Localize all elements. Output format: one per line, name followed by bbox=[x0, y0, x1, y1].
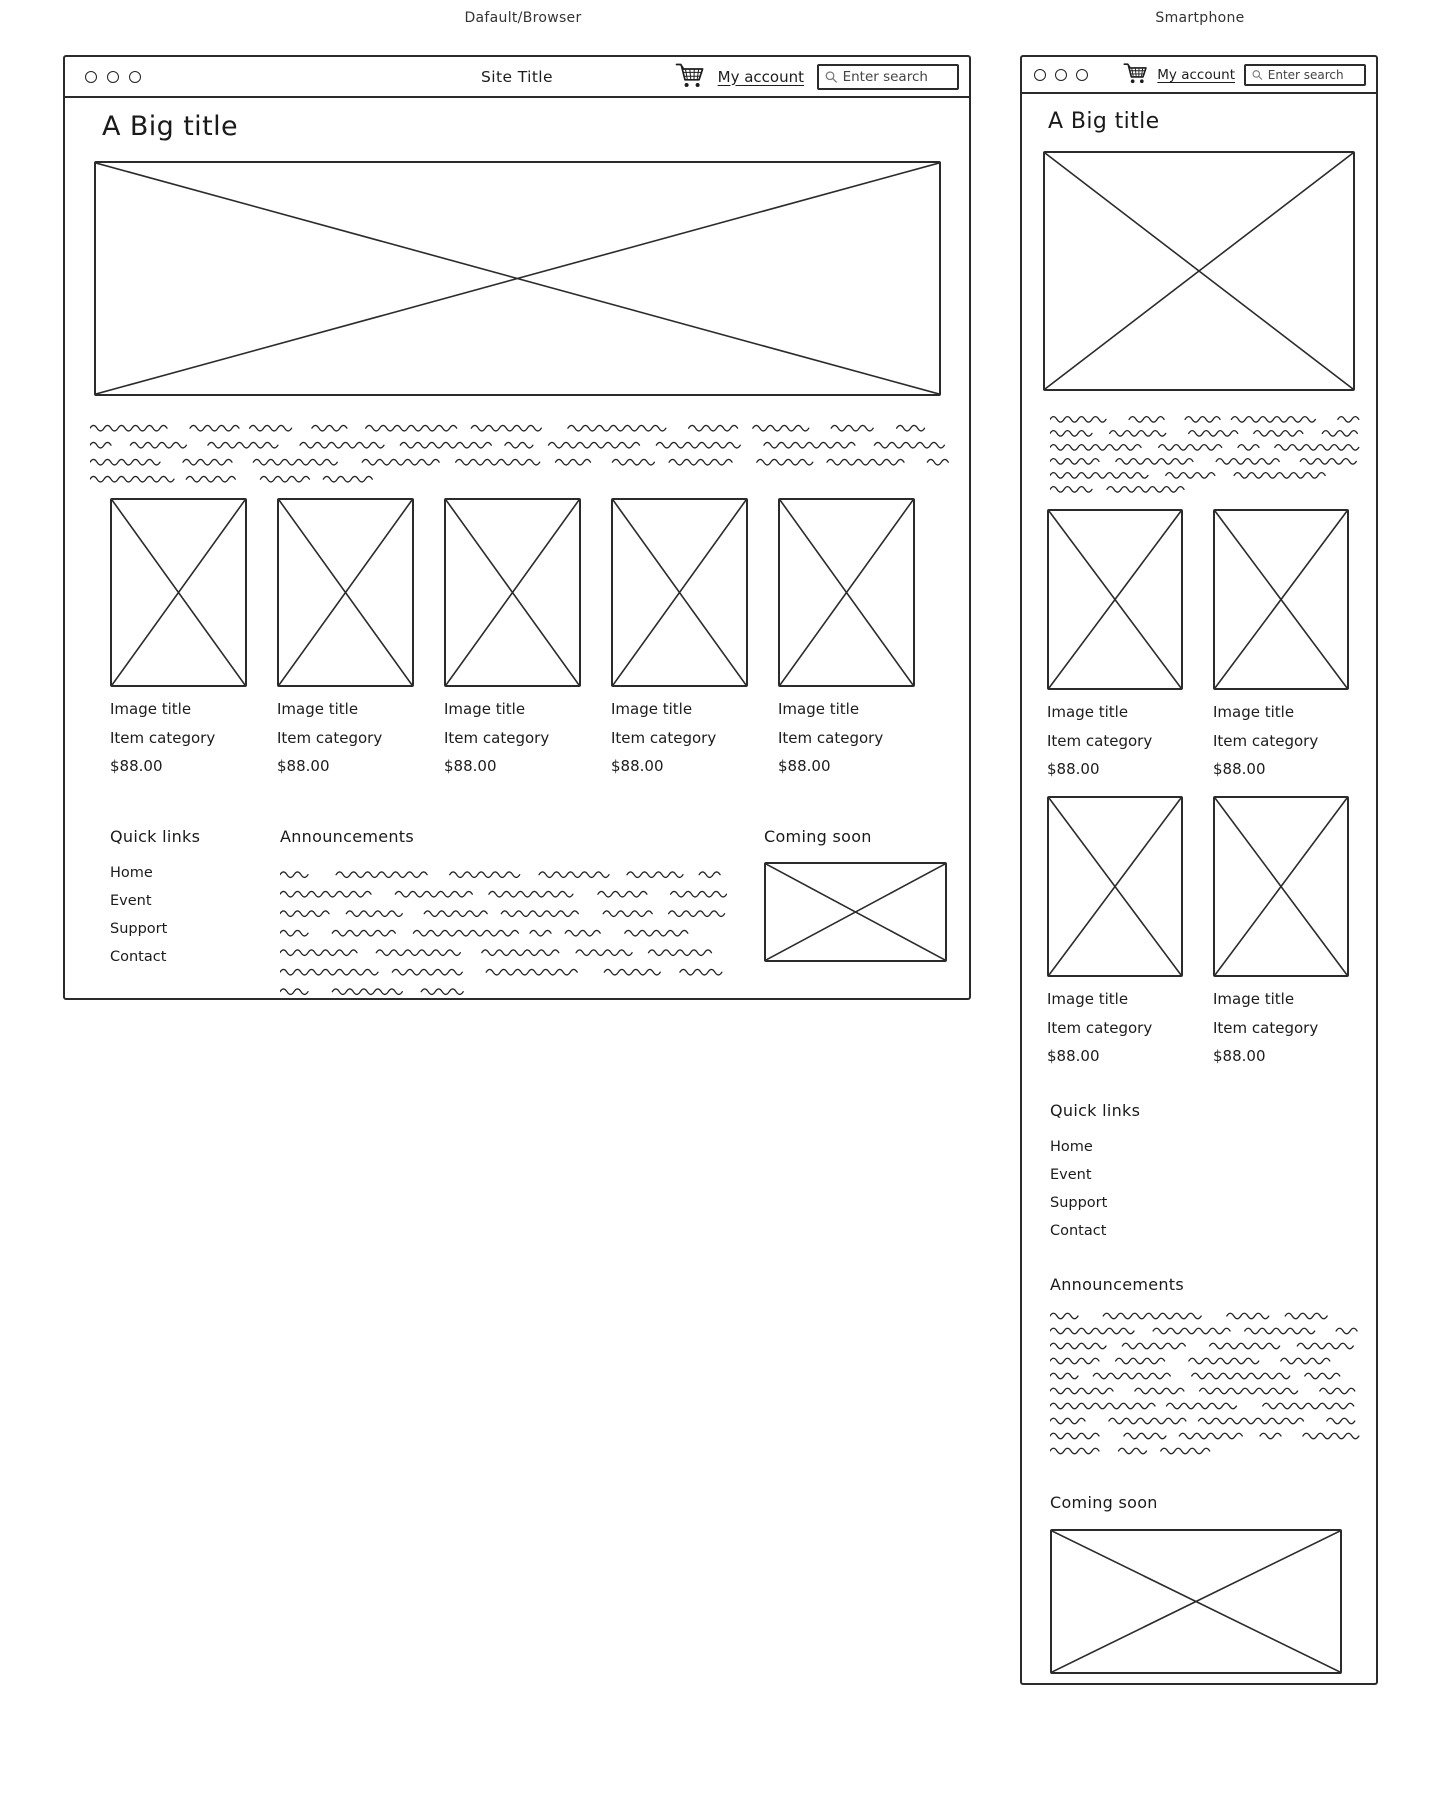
footer-link-event[interactable]: Event bbox=[1050, 1167, 1092, 1183]
product-title: Image title bbox=[277, 700, 359, 718]
product-title: Image title bbox=[611, 700, 693, 718]
browser-footer bbox=[65, 827, 969, 1017]
footer-link-support[interactable]: Support bbox=[1050, 1195, 1108, 1211]
window-control-circle-icon[interactable] bbox=[107, 71, 119, 83]
quick-links-section bbox=[110, 827, 200, 971]
page-title: A Big title bbox=[102, 111, 238, 142]
product-price: $88.00 bbox=[1213, 1047, 1266, 1065]
product-image-placeholder[interactable] bbox=[1047, 796, 1183, 977]
announcements-title: Announcements bbox=[1050, 1275, 1185, 1294]
product-card[interactable] bbox=[110, 498, 247, 775]
product-price: $88.00 bbox=[778, 757, 831, 775]
smartphone-header bbox=[1022, 57, 1376, 94]
coming-soon-image-placeholder bbox=[764, 862, 947, 962]
product-price: $88.00 bbox=[110, 757, 163, 775]
product-card[interactable] bbox=[1213, 796, 1349, 1065]
product-price: $88.00 bbox=[277, 757, 330, 775]
window-control-circle-icon[interactable] bbox=[1076, 69, 1088, 81]
product-row bbox=[110, 498, 969, 775]
footer-link-contact[interactable]: Contact bbox=[1050, 1223, 1107, 1239]
product-card[interactable] bbox=[277, 498, 414, 775]
window-control-circle-icon[interactable] bbox=[129, 71, 141, 83]
footer-link-event[interactable]: Event bbox=[110, 893, 152, 909]
smartphone-panel-label: Smartphone bbox=[1155, 10, 1245, 26]
browser-header bbox=[65, 57, 969, 98]
product-category: Item category bbox=[1213, 1019, 1319, 1037]
quick-links-title: Quick links bbox=[1050, 1101, 1141, 1120]
product-price: $88.00 bbox=[1213, 760, 1266, 778]
product-title: Image title bbox=[1213, 703, 1295, 721]
cart-icon[interactable] bbox=[675, 61, 705, 92]
product-image-placeholder[interactable] bbox=[1213, 796, 1349, 977]
browser-panel-label: Dafault/Browser bbox=[464, 10, 582, 26]
product-title: Image title bbox=[444, 700, 526, 718]
browser-window bbox=[63, 55, 971, 1000]
smartphone-body bbox=[1022, 109, 1376, 1674]
product-category: Item category bbox=[444, 729, 550, 747]
product-title: Image title bbox=[1213, 990, 1295, 1008]
hero-image-placeholder bbox=[1043, 151, 1355, 391]
window-control-circle-icon[interactable] bbox=[85, 71, 97, 83]
coming-soon-title: Coming soon bbox=[1050, 1493, 1158, 1512]
product-price: $88.00 bbox=[1047, 760, 1100, 778]
product-image-placeholder[interactable] bbox=[444, 498, 581, 687]
header-actions bbox=[675, 61, 959, 92]
product-image-placeholder[interactable] bbox=[1213, 509, 1349, 690]
search-input[interactable] bbox=[1263, 68, 1360, 82]
intro-text-placeholder bbox=[90, 418, 949, 486]
product-image-placeholder[interactable] bbox=[611, 498, 748, 687]
product-grid bbox=[1047, 509, 1357, 1083]
product-category: Item category bbox=[611, 729, 717, 747]
footer-link-home[interactable]: Home bbox=[110, 865, 153, 881]
announcements-title: Announcements bbox=[280, 827, 415, 846]
coming-soon-section bbox=[764, 827, 947, 962]
product-card[interactable] bbox=[444, 498, 581, 775]
product-price: $88.00 bbox=[611, 757, 664, 775]
search-icon bbox=[1252, 69, 1263, 81]
search-box[interactable] bbox=[1244, 64, 1366, 86]
product-title: Image title bbox=[110, 700, 192, 718]
coming-soon-title: Coming soon bbox=[764, 827, 872, 846]
coming-soon-image-placeholder bbox=[1050, 1529, 1342, 1674]
announcements-text-placeholder bbox=[280, 863, 727, 1000]
product-card[interactable] bbox=[1047, 796, 1183, 1065]
search-icon bbox=[825, 70, 838, 84]
window-controls[interactable] bbox=[1034, 69, 1088, 81]
product-title: Image title bbox=[1047, 703, 1129, 721]
product-card[interactable] bbox=[1213, 509, 1349, 778]
announcements-text-placeholder bbox=[1050, 1307, 1360, 1457]
product-category: Item category bbox=[1047, 1019, 1153, 1037]
product-title: Image title bbox=[1047, 990, 1129, 1008]
product-card[interactable] bbox=[611, 498, 748, 775]
product-category: Item category bbox=[110, 729, 216, 747]
search-input[interactable] bbox=[838, 69, 953, 85]
quick-links-title: Quick links bbox=[110, 827, 201, 846]
product-image-placeholder[interactable] bbox=[778, 498, 915, 687]
intro-text-placeholder bbox=[1050, 411, 1360, 495]
cart-icon[interactable] bbox=[1123, 61, 1148, 88]
hero-image-placeholder bbox=[94, 161, 941, 396]
page-title: A Big title bbox=[1048, 109, 1160, 134]
product-category: Item category bbox=[1047, 732, 1153, 750]
my-account-link[interactable]: My account bbox=[1157, 66, 1235, 83]
product-card[interactable] bbox=[1047, 509, 1183, 778]
site-title: Site Title bbox=[481, 67, 553, 86]
footer-link-support[interactable]: Support bbox=[110, 921, 168, 937]
footer-link-contact[interactable]: Contact bbox=[110, 949, 167, 965]
my-account-link[interactable]: My account bbox=[717, 67, 804, 86]
browser-body bbox=[65, 111, 969, 1017]
announcements-section bbox=[280, 827, 727, 1000]
smartphone-window bbox=[1020, 55, 1378, 1685]
product-image-placeholder[interactable] bbox=[110, 498, 247, 687]
quick-links-section bbox=[1050, 1101, 1376, 1245]
product-price: $88.00 bbox=[1047, 1047, 1100, 1065]
window-control-circle-icon[interactable] bbox=[1034, 69, 1046, 81]
footer-link-home[interactable]: Home bbox=[1050, 1139, 1093, 1155]
window-control-circle-icon[interactable] bbox=[1055, 69, 1067, 81]
product-image-placeholder[interactable] bbox=[1047, 509, 1183, 690]
product-image-placeholder[interactable] bbox=[277, 498, 414, 687]
product-category: Item category bbox=[1213, 732, 1319, 750]
window-controls[interactable] bbox=[85, 71, 141, 83]
product-category: Item category bbox=[778, 729, 884, 747]
product-card[interactable] bbox=[778, 498, 915, 775]
search-box[interactable] bbox=[817, 64, 959, 90]
header-actions bbox=[1123, 61, 1366, 88]
product-category: Item category bbox=[277, 729, 383, 747]
product-price: $88.00 bbox=[444, 757, 497, 775]
product-title: Image title bbox=[778, 700, 860, 718]
